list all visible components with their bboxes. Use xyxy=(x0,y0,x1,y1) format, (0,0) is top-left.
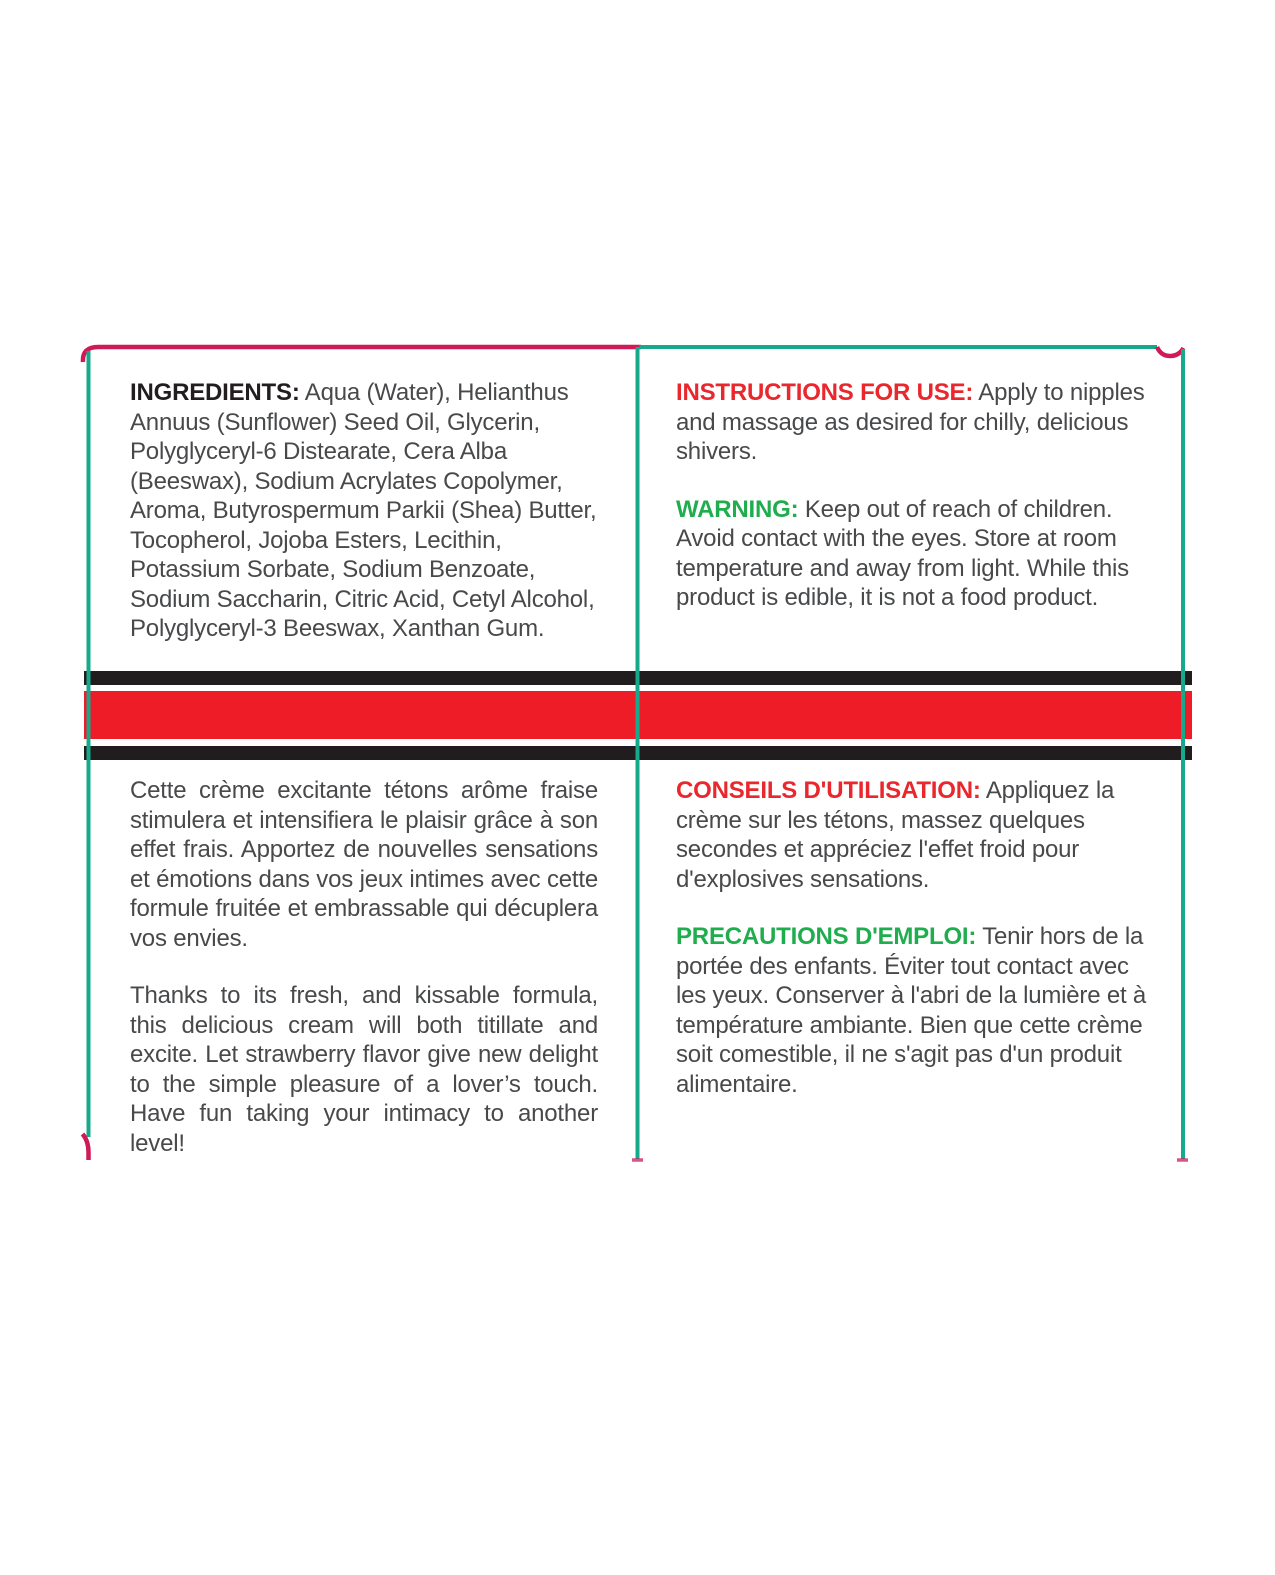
warning-text: Keep out of reach of children. Avoid contact with the eyes. Store at room temperature and away from light. While this product is edible, it is not a food product. xyxy=(676,495,1129,611)
instructions-text: Apply to nipples and massage as desired for chilly, delicious shivers. xyxy=(676,379,1145,465)
bottom-left-crimson-corner xyxy=(83,1134,89,1160)
precautions-heading: PRECAUTIONS D'EMPLOI: xyxy=(676,923,977,950)
conseils-section xyxy=(676,776,1158,1099)
black-stripe-bottom xyxy=(84,746,1192,760)
precautions-text: Tenir hors de la portée des enfants. Éviter tout contact avec les yeux. Conserver à l'abri de la lumière et à température ambiante. Bien que cette crème soit comestible, il ne s'agit pas d'un produit alimentaire. xyxy=(676,923,1147,1098)
warning-heading: WARNING: xyxy=(676,495,799,523)
description-section xyxy=(130,776,598,1158)
red-stripe xyxy=(84,691,1192,739)
warning-paragraph xyxy=(676,495,1162,613)
top-right-crimson-notch xyxy=(1157,347,1184,356)
black-stripe-top xyxy=(84,671,1192,685)
ingredients-heading: INGREDIENTS: xyxy=(130,379,300,406)
conseils-text: Appliquez la crème sur les tétons, massez quelques secondes et appréciez l'effet froid pour d'explosives sensations. xyxy=(676,777,1115,893)
ingredients-paragraph xyxy=(130,378,610,644)
top-left-crimson-border xyxy=(83,347,641,362)
ingredients-text: Aqua (Water), Helianthus Annuus (Sunflower) Seed Oil, Glycerin, Polyglyceryl-6 Distearate, Cera Alba (Beeswax), Sodium Acrylates Copolymer, Aroma, Butyrospermum Parkii (Shea) Butter, Tocopherol, Jojoba Esters, Lecithin, Potassium Sorbate, Sodium Benzoate, Sodium Saccharin, Citric Acid, Cetyl Alcohol, Polyglyceryl-3 Beeswax, Xanthan Gum. xyxy=(130,379,597,642)
instructions-section xyxy=(676,378,1162,613)
instructions-paragraph xyxy=(676,378,1162,467)
ingredients-section xyxy=(130,378,610,644)
conseils-paragraph xyxy=(676,776,1158,894)
description-french: Cette crème excitante tétons arôme fraise stimulera et intensifiera le plaisir grâce à son effet frais. Apportez de nouvelles sensations et émotions dans vos jeux intimes avec cette formule fruitée et embrassable qui décuplera vos envies. xyxy=(130,777,598,952)
precautions-paragraph xyxy=(676,922,1158,1099)
conseils-heading: CONSEILS D'UTILISATION: xyxy=(676,777,981,804)
instructions-heading: INSTRUCTIONS FOR USE: xyxy=(676,379,974,406)
description-english: Thanks to its fresh, and kissable formula, this delicious cream will both titillate and excite. Let strawberry flavor give new delight to the simple pleasure of a lover’s touch. Have fun taking your intimacy to another level! xyxy=(130,982,598,1157)
